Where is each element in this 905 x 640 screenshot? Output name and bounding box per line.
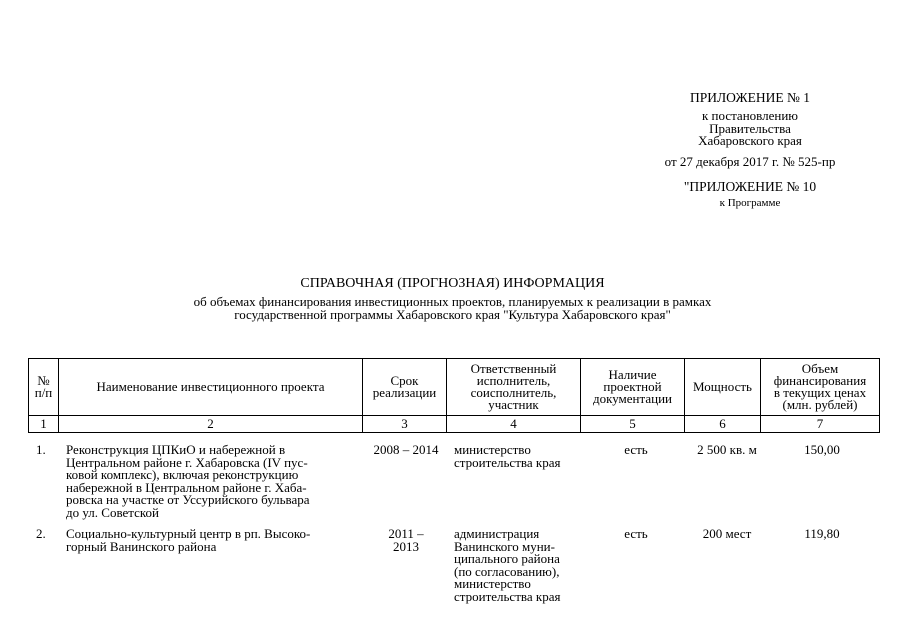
header-financing-line-4: (млн. рублей) <box>782 397 858 412</box>
header-documentation-line-2: проектной <box>603 379 662 394</box>
project-responsible-line: (по согласованию), <box>454 563 560 579</box>
project-name-line: Реконструкция ЦПКиО и набережной в <box>66 442 286 457</box>
project-documentation: есть <box>624 526 648 541</box>
header-responsible-line-3: соисполнитель, <box>470 385 557 400</box>
project-capacity: 2 500 кв. м <box>697 442 757 457</box>
header-term-line-1: Срок <box>390 373 419 388</box>
row-number: 2. <box>36 526 46 541</box>
column-number: 6 <box>685 416 761 433</box>
header-project-name: Наименование инвестиционного проекта <box>59 359 363 416</box>
appendix-date: от 27 декабря 2017 г. № 525-пр <box>664 154 836 169</box>
project-financing: 119,80 <box>804 526 840 541</box>
header-term-line-2: реализации <box>372 385 437 400</box>
project-responsible-line: министерство <box>454 576 531 591</box>
header-financing-line-2: финансирования <box>773 373 867 388</box>
header-documentation-line-3: документации <box>592 391 672 406</box>
document-subtitle-line-2: государственной программы Хабаровского края "Культура Хабаровского края" <box>234 306 671 322</box>
row-number: 1. <box>36 442 46 457</box>
header-responsible-line-4: участник <box>488 397 539 412</box>
document-subtitle <box>100 296 805 321</box>
header-responsible-line-1: Ответственный <box>470 361 557 376</box>
header-documentation-line-1: Наличие <box>608 367 657 382</box>
header-row <box>29 359 880 416</box>
project-responsible <box>454 528 582 603</box>
project-term <box>366 528 446 553</box>
project-capacity: 200 мест <box>702 526 752 541</box>
project-responsible-line: министерство <box>454 442 531 457</box>
document-subtitle-line-1: об объемах финансирования инвестиционных проектов, планируемых к реализации в рамках <box>193 294 712 309</box>
project-financing: 150,00 <box>804 442 840 457</box>
project-name <box>66 528 358 553</box>
header-financing-line-3: в текущих ценах <box>773 385 867 400</box>
appendix10-title: "ПРИЛОЖЕНИЕ № 10 <box>683 179 817 194</box>
column-number: 4 <box>447 416 581 433</box>
project-term-line: 2011 – <box>388 526 424 541</box>
project-name-line: ковой комплекс), включая реконструкцию <box>66 467 299 482</box>
project-documentation: есть <box>624 442 648 457</box>
project-name <box>66 444 358 519</box>
project-name-line: Социально-культурный центр в рп. Высоко- <box>66 526 311 541</box>
column-number: 3 <box>363 416 447 433</box>
header-num-line-1: № <box>37 373 50 388</box>
header-num <box>29 359 59 416</box>
column-number: 5 <box>581 416 685 433</box>
project-term-line: 2008 – 2014 <box>373 442 439 457</box>
projects-table-header <box>28 358 880 433</box>
column-number: 7 <box>761 416 880 433</box>
appendix-line-2: Правительства <box>709 120 791 136</box>
project-name-line: Центральном районе г. Хабаровска (IV пус- <box>66 454 308 470</box>
project-responsible-line: строительства края <box>454 588 561 604</box>
project-responsible <box>454 444 582 469</box>
project-responsible-line: Ванинского муни- <box>454 538 555 554</box>
appendix-subtitle <box>640 110 860 148</box>
project-responsible-line: администрация <box>454 526 540 541</box>
appendix-line-1: к постановлению <box>701 108 799 123</box>
column-number: 1 <box>29 416 59 433</box>
header-capacity: Мощность <box>685 359 761 416</box>
document-title: СПРАВОЧНАЯ (ПРОГНОЗНАЯ) ИНФОРМАЦИЯ <box>300 276 605 291</box>
header-responsible-line-2: исполнитель, <box>476 373 551 388</box>
header-financing-line-1: Объем <box>801 361 839 376</box>
column-number-row <box>29 416 880 433</box>
appendix-title: ПРИЛОЖЕНИЕ № 1 <box>689 90 811 105</box>
project-name-line: набережной в Центральном районе г. Хаба- <box>66 479 307 495</box>
project-responsible-line: строительства края <box>454 454 561 470</box>
project-name-line: горный Ванинского района <box>66 538 217 554</box>
header-documentation <box>581 359 685 416</box>
project-name-line: до ул. Советской <box>66 504 160 520</box>
header-term <box>363 359 447 416</box>
project-name-line: ровска на участке от Уссурийского бульвара <box>66 492 310 507</box>
project-term <box>366 444 446 457</box>
appendix10-subtitle: к Программе <box>719 197 781 209</box>
project-term-line: 2013 <box>393 538 419 554</box>
column-number: 2 <box>59 416 363 433</box>
header-num-line-2: п/п <box>34 385 53 400</box>
header-financing <box>761 359 880 416</box>
header-responsible <box>447 359 581 416</box>
appendix-line-3: Хабаровского края <box>698 133 802 148</box>
project-responsible-line: ципального района <box>454 551 560 566</box>
